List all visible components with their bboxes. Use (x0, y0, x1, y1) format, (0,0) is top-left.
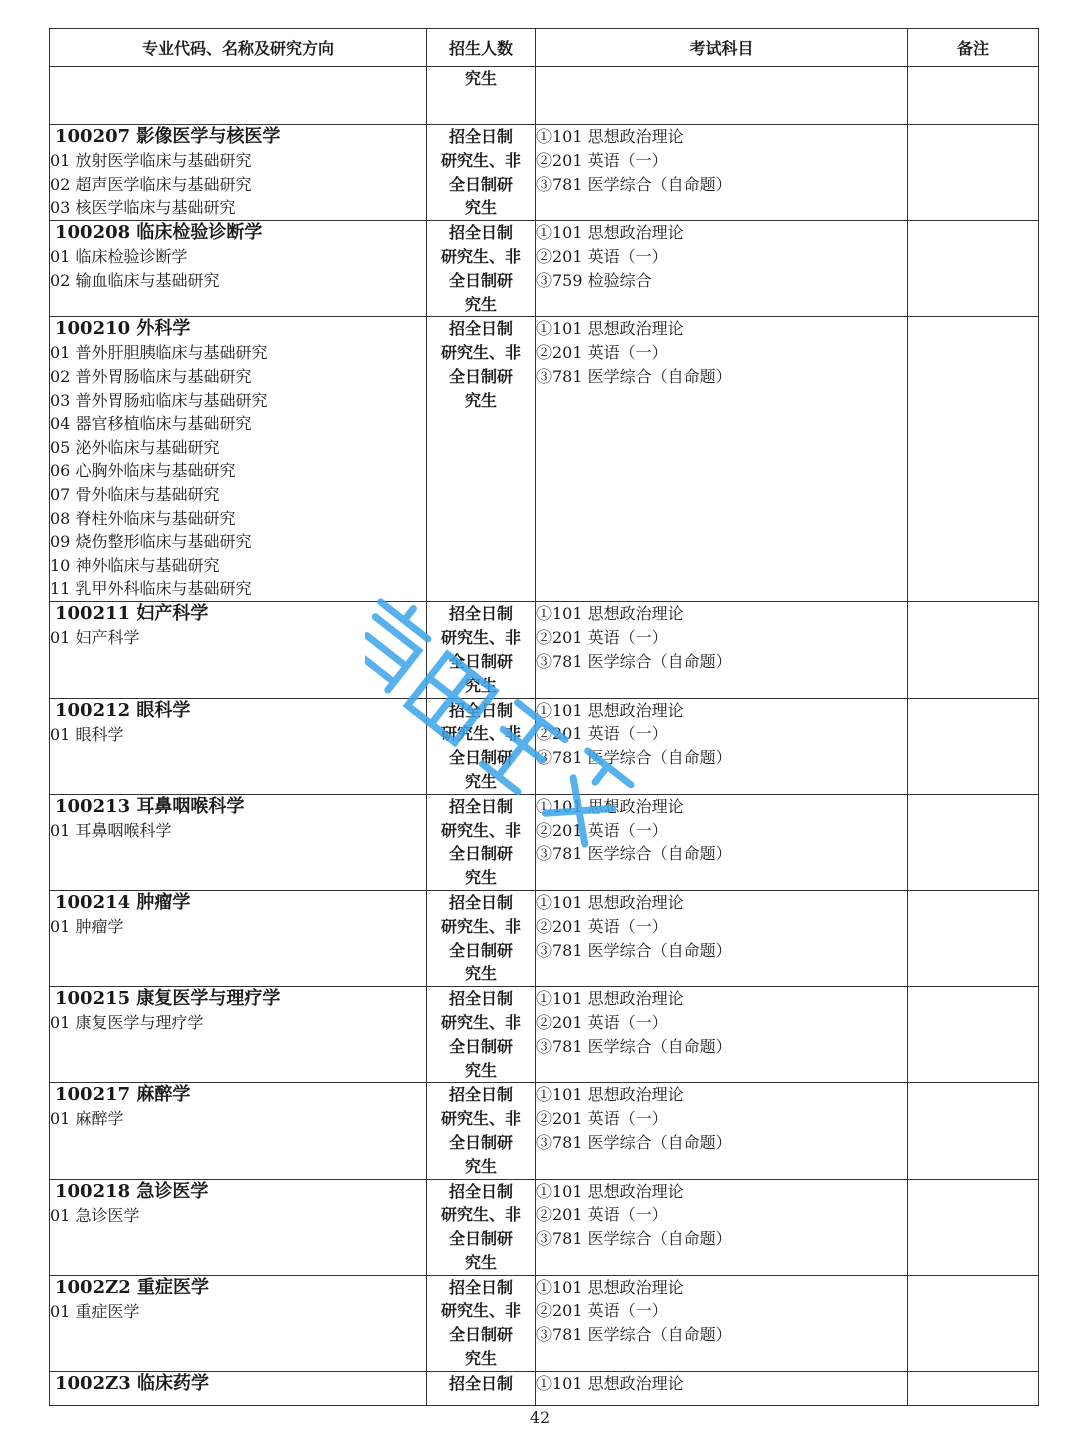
research-direction: 05 泌外临床与基础研究 (50, 437, 220, 457)
research-direction: 01 麻醉学 (50, 1109, 124, 1129)
exam-subject: ③781 医学综合（自命题） (536, 1132, 732, 1152)
exam-subject: ①101 思想政治理论 (536, 223, 684, 243)
remarks-cell (908, 1179, 1039, 1275)
research-direction: 03 核医学临床与基础研究 (50, 198, 236, 218)
enrollment-text: 研究生、非 (440, 628, 521, 648)
enrollment-text: 招全日制 (448, 223, 513, 243)
enrollment-text: 招全日制 (448, 1181, 513, 1201)
enrollment-text: 全日制研 (448, 270, 513, 290)
exam-subjects-cell (536, 1275, 908, 1371)
enrollment-cell (427, 125, 536, 221)
major-title: 100210 外科学 (55, 318, 191, 340)
exam-subject: ②201 英语（一） (536, 820, 668, 840)
enrollment-text: 究生 (464, 868, 497, 888)
exam-subject: ①101 思想政治理论 (536, 319, 684, 339)
major-cell (50, 1371, 427, 1405)
exam-subject: ②201 英语（一） (536, 724, 668, 744)
major-cell (50, 987, 427, 1083)
exam-subject: ①101 思想政治理论 (536, 1181, 684, 1201)
exam-subject: ②201 英语（一） (536, 150, 668, 170)
major-title: 100214 肿瘤学 (55, 891, 191, 913)
exam-subjects-cell (536, 221, 908, 317)
exam-subject: ①101 思想政治理论 (536, 604, 684, 624)
major-title: 1002Z3 临床药学 (55, 1372, 210, 1394)
research-direction: 09 烧伤整形临床与基础研究 (50, 532, 252, 552)
major-title: 1002Z2 重症医学 (55, 1276, 210, 1298)
table-row (50, 221, 1039, 317)
enrollment-text: 招全日制 (448, 1085, 513, 1105)
enrollment-text: 究生 (464, 294, 497, 314)
enrollment-catalog-table (49, 28, 1039, 1406)
research-direction: 04 器官移植临床与基础研究 (50, 414, 252, 434)
enrollment-text: 研究生、非 (440, 820, 521, 840)
enrollment-text: 研究生、非 (440, 916, 521, 936)
exam-subjects-cell (536, 1083, 908, 1179)
exam-subject: ①101 思想政治理论 (536, 796, 684, 816)
exam-subject: ③759 检验综合 (536, 270, 652, 290)
major-title: 100217 麻醉学 (55, 1084, 191, 1106)
exam-subjects-cell (536, 890, 908, 986)
major-title: 100212 眼科学 (55, 699, 191, 721)
table-row (50, 1083, 1039, 1179)
remarks-cell (908, 1275, 1039, 1371)
exam-subject: ①101 思想政治理论 (536, 127, 684, 146)
table-row (50, 602, 1039, 698)
exam-subject: ③781 医学综合（自命题） (536, 174, 732, 194)
remarks-cell (908, 221, 1039, 317)
enrollment-text: 究生 (464, 771, 497, 791)
major-title: 100211 妇产科学 (55, 603, 209, 625)
enrollment-text: 招全日制 (448, 796, 513, 816)
header-remarks: 备注 (908, 29, 1039, 67)
exam-subjects-cell (536, 67, 908, 125)
research-direction: 06 心胸外临床与基础研究 (50, 461, 236, 481)
exam-subjects-cell (536, 794, 908, 890)
enrollment-cell (427, 602, 536, 698)
enrollment-text: 究生 (464, 1252, 497, 1272)
table-row (50, 1275, 1039, 1371)
major-cell (50, 317, 427, 602)
exam-subjects-cell (536, 987, 908, 1083)
major-cell (50, 602, 427, 698)
enrollment-text: 全日制研 (448, 1325, 513, 1345)
table-header-row (50, 29, 1039, 67)
major-cell (50, 794, 427, 890)
enrollment-cell (427, 221, 536, 317)
exam-subjects-cell (536, 125, 908, 221)
enrollment-cell (427, 987, 536, 1083)
enrollment-text: 全日制研 (448, 748, 513, 768)
major-cell (50, 125, 427, 221)
major-title: 100218 急诊医学 (55, 1180, 209, 1202)
enrollment-text: 招全日制 (448, 127, 513, 146)
table-row (50, 1371, 1039, 1405)
research-direction: 11 乳甲外科临床与基础研究 (50, 579, 252, 599)
remarks-cell (908, 987, 1039, 1083)
enrollment-cell (427, 1275, 536, 1371)
table-body (50, 67, 1039, 1406)
research-direction: 02 超声医学临床与基础研究 (50, 174, 252, 194)
enrollment-cell (427, 1083, 536, 1179)
enrollment-text: 全日制研 (448, 1229, 513, 1249)
research-direction: 03 普外胃肠疝临床与基础研究 (50, 390, 268, 410)
enrollment-text: 究生 (464, 1156, 497, 1176)
research-direction: 02 普外胃肠临床与基础研究 (50, 366, 252, 386)
exam-subject: ①101 思想政治理论 (536, 1277, 684, 1297)
research-direction: 01 急诊医学 (50, 1205, 140, 1225)
enrollment-cell (427, 698, 536, 794)
enrollment-text: 研究生、非 (440, 1012, 521, 1032)
enrollment-text: 全日制研 (448, 940, 513, 960)
exam-subject: ①101 思想政治理论 (536, 989, 684, 1009)
enrollment-text: 究生 (464, 675, 497, 695)
enrollment-text: 研究生、非 (440, 343, 521, 363)
exam-subject: ②201 英语（一） (536, 628, 668, 648)
exam-subjects-cell (536, 317, 908, 602)
major-cell (50, 221, 427, 317)
enrollment-cell (427, 67, 536, 125)
exam-subject: ①101 思想政治理论 (536, 1085, 684, 1105)
major-title: 100215 康复医学与理疗学 (55, 988, 281, 1010)
exam-subject: ③781 医学综合（自命题） (536, 651, 732, 671)
research-direction: 10 神外临床与基础研究 (50, 555, 220, 575)
research-direction: 01 妇产科学 (50, 628, 140, 648)
major-cell (50, 67, 427, 125)
remarks-cell (908, 890, 1039, 986)
research-direction: 01 眼科学 (50, 724, 124, 744)
enrollment-text: 研究生、非 (440, 724, 521, 744)
research-direction: 01 重症医学 (50, 1301, 140, 1321)
enrollment-text: 究生 (464, 1349, 497, 1369)
research-direction: 01 临床检验诊断学 (50, 247, 188, 267)
enrollment-text: 研究生、非 (440, 246, 521, 266)
enrollment-text: 研究生、非 (440, 1109, 521, 1129)
exam-subject: ②201 英语（一） (536, 1012, 668, 1032)
enrollment-text: 研究生、非 (440, 150, 521, 170)
table-row (50, 794, 1039, 890)
enrollment-text: 究生 (464, 198, 497, 218)
exam-subject: ②201 英语（一） (536, 1109, 668, 1129)
enrollment-cell (427, 890, 536, 986)
major-cell (50, 1083, 427, 1179)
research-direction: 01 康复医学与理疗学 (50, 1013, 204, 1033)
remarks-cell (908, 317, 1039, 602)
enrollment-cell (427, 1371, 536, 1405)
research-direction: 02 输血临床与基础研究 (50, 270, 220, 290)
remarks-cell (908, 125, 1039, 221)
exam-subjects-cell (536, 698, 908, 794)
enrollment-text: 究生 (464, 69, 497, 88)
enrollment-text: 招全日制 (448, 319, 513, 339)
enrollment-text: 全日制研 (448, 844, 513, 864)
remarks-cell (908, 67, 1039, 125)
exam-subject: ③781 医学综合（自命题） (536, 940, 732, 960)
table-row (50, 67, 1039, 125)
exam-subjects-cell (536, 602, 908, 698)
enrollment-text: 全日制研 (448, 174, 513, 194)
major-title: 100213 耳鼻咽喉科学 (55, 795, 245, 817)
major-cell (50, 1275, 427, 1371)
enrollment-text: 究生 (464, 1060, 497, 1080)
remarks-cell (908, 698, 1039, 794)
major-cell (50, 890, 427, 986)
major-cell (50, 698, 427, 794)
exam-subject: ②201 英语（一） (536, 1205, 668, 1225)
enrollment-text: 招全日制 (448, 1277, 513, 1297)
enrollment-text: 招全日制 (448, 1373, 513, 1393)
research-direction: 08 脊柱外临床与基础研究 (50, 508, 236, 528)
exam-subjects-cell (536, 1179, 908, 1275)
header-major: 专业代码、名称及研究方向 (50, 29, 427, 67)
exam-subject: ③781 医学综合（自命题） (536, 1229, 732, 1249)
exam-subject: ③781 医学综合（自命题） (536, 844, 732, 864)
exam-subject: ②201 英语（一） (536, 246, 668, 266)
enrollment-text: 招全日制 (448, 700, 513, 720)
exam-subject: ③781 医学综合（自命题） (536, 1036, 732, 1056)
exam-subject: ②201 英语（一） (536, 343, 668, 363)
enrollment-text: 全日制研 (448, 1036, 513, 1056)
exam-subject: ①101 思想政治理论 (536, 1373, 684, 1393)
enrollment-text: 招全日制 (448, 892, 513, 912)
enrollment-text: 究生 (464, 390, 497, 410)
exam-subject: ③781 医学综合（自命题） (536, 748, 732, 768)
table-row (50, 890, 1039, 986)
major-title: 100208 临床检验诊断学 (55, 222, 263, 244)
exam-subject: ②201 英语（一） (536, 916, 668, 936)
research-direction: 01 普外肝胆胰临床与基础研究 (50, 343, 268, 363)
exam-subject: ②201 英语（一） (536, 1301, 668, 1321)
remarks-cell (908, 794, 1039, 890)
enrollment-cell (427, 317, 536, 602)
exam-subject: ①101 思想政治理论 (536, 892, 684, 912)
research-direction: 01 耳鼻咽喉科学 (50, 820, 172, 840)
remarks-cell (908, 602, 1039, 698)
enrollment-cell (427, 794, 536, 890)
remarks-cell (908, 1083, 1039, 1179)
header-exam-subjects: 考试科目 (536, 29, 908, 67)
table-row (50, 317, 1039, 602)
exam-subject: ③781 医学综合（自命题） (536, 1325, 732, 1345)
enrollment-text: 全日制研 (448, 1132, 513, 1152)
enrollment-cell (427, 1179, 536, 1275)
research-direction: 01 放射医学临床与基础研究 (50, 151, 252, 170)
table-row (50, 125, 1039, 221)
page-number: 42 (529, 1408, 551, 1427)
exam-subject: ①101 思想政治理论 (536, 700, 684, 720)
remarks-cell (908, 1371, 1039, 1405)
enrollment-text: 研究生、非 (440, 1205, 521, 1225)
exam-subject: ③781 医学综合（自命题） (536, 366, 732, 386)
table-row (50, 987, 1039, 1083)
research-direction: 01 肿瘤学 (50, 916, 124, 936)
major-title: 100207 影像医学与核医学 (55, 126, 281, 147)
table-row (50, 698, 1039, 794)
enrollment-text: 招全日制 (448, 604, 513, 624)
enrollment-text: 究生 (464, 964, 497, 984)
enrollment-text: 招全日制 (448, 989, 513, 1009)
header-enrollment: 招生人数 (427, 29, 536, 67)
major-cell (50, 1179, 427, 1275)
research-direction: 07 骨外临床与基础研究 (50, 484, 220, 504)
table-row (50, 1179, 1039, 1275)
enrollment-text: 全日制研 (448, 366, 513, 386)
enrollment-text: 全日制研 (448, 651, 513, 671)
enrollment-text: 研究生、非 (440, 1301, 521, 1321)
exam-subjects-cell (536, 1371, 908, 1405)
